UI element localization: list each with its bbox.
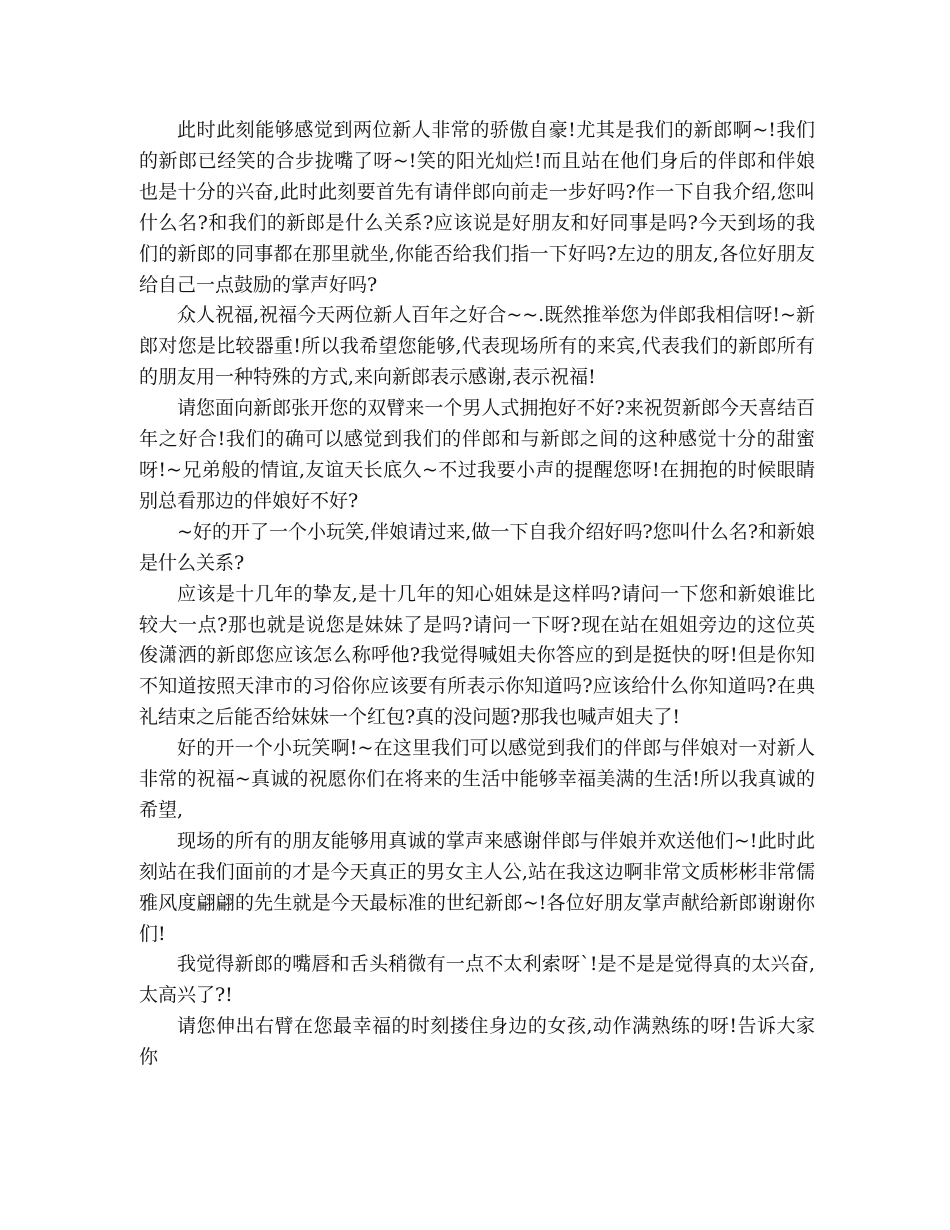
paragraph-2: 众人祝福,祝福今天两位新人百年之好合~~.既然推举您为伴郎我相信呀!~新郎对您是比较器重!所以我希望您能够,代表现场所有的来宾,代表我们的新郎所有的朋友用一种特殊的方式,来向新郎表示感谢,表示祝福! (139, 304, 815, 389)
paragraph-5: 应该是十几年的挚友,是十几年的知心姐妹是这样吗?请问一下您和新娘谁比较大一点?那也就是说您是妹妹了是吗?请问一下呀?现在站在姐姐旁边的这位英俊潇洒的新郎您应该怎么称呼他?我觉得喊姐夫你答应的到是挺快的呀!但是你知不知道按照天津市的习俗你应该要有所表示你知道吗?应该给什么你知道吗?在典礼结束之后能否给妹妹一个红包?真的没问题?那我也喊声姐夫了! (139, 582, 815, 729)
paragraph-8: 我觉得新郎的嘴唇和舌头稍微有一点不太利索呀`!是不是是觉得真的太兴奋,太高兴了?! (139, 953, 815, 1007)
paragraph-1: 此时此刻能够感觉到两位新人非常的骄傲自豪!尤其是我们的新郎啊~!我们的新郎已经笑的合步拢嘴了呀~!笑的阳光灿烂!而且站在他们身后的伴郎和伴娘也是十分的兴奋,此时此刻要首先有请伴郎向前走一步好吗?作一下自我介绍,您叫什么名?和我们的新郎是什么关系?应该说是好朋友和好同事是吗?今天到场的我们的新郎的同事都在那里就坐,你能否给我们指一下好吗?左边的朋友,各位好朋友给自己一点鼓励的掌声好吗? (139, 119, 815, 296)
paragraph-4: ~好的开了一个小玩笑,伴娘请过来,做一下自我介绍好吗?您叫什么名?和新娘是什么关系? (139, 520, 815, 574)
paragraph-6: 好的开一个小玩笑啊!~在这里我们可以感觉到我们的伴郎与伴娘对一对新人非常的祝福~真诚的祝愿你们在将来的生活中能够幸福美满的生活!所以我真诚的希望, (139, 737, 815, 821)
document-body (139, 115, 815, 1073)
paragraph-3: 请您面向新郎张开您的双臂来一个男人式拥抱好不好?来祝贺新郎今天喜结百年之好合!我们的确可以感觉到我们的伴郎和与新郎之间的这种感觉十分的甜蜜呀!~兄弟般的情谊,友谊天长底久~不过我要小声的提醒您呀!在拥抱的时候眼睛别总看那边的伴娘好不好? (139, 397, 815, 512)
paragraph-9: 请您伸出右臂在您最幸福的时刻搂住身边的女孩,动作满熟练的呀!告诉大家你 (139, 1015, 815, 1069)
paragraph-7: 现场的所有的朋友能够用真诚的掌声来感谢伴郎与伴娘并欢送他们~!此时此刻站在我们面前的才是今天真正的男女主人公,站在我这边啊非常文质彬彬非常儒雅风度翩翩的先生就是今天最标准的世纪新郎~!各位好朋友掌声献给新郎谢谢你们! (139, 829, 815, 945)
